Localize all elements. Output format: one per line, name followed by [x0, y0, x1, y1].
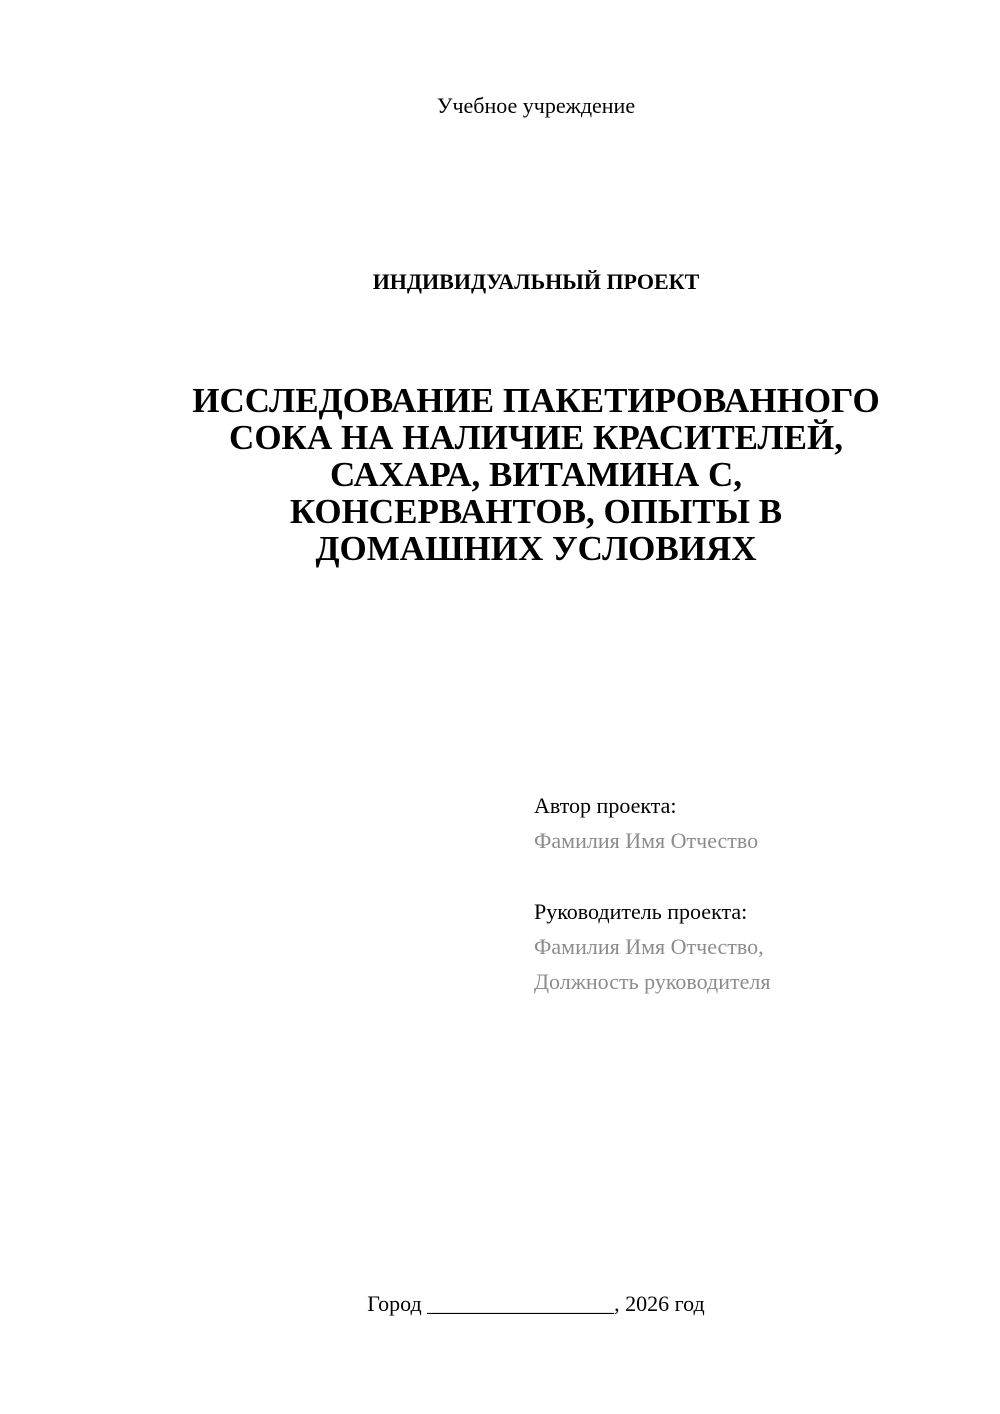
info-spacer	[534, 858, 974, 894]
supervisor-name: Фамилия Имя Отчество,	[534, 934, 764, 959]
project-title-line: ИССЛЕДОВАНИЕ ПАКЕТИРОВАННОГО	[192, 381, 880, 420]
supervisor-position: Должность руководителя	[534, 969, 771, 994]
project-info-block	[534, 788, 974, 999]
institution-name: Учебное учреждение	[436, 93, 636, 118]
author-name: Фамилия Имя Отчество	[534, 828, 759, 853]
project-title-line: ДОМАШНИХ УСЛОВИЯХ	[315, 529, 757, 568]
project-title-line: КОНСЕРВАНТОВ, ОПЫТЫ В	[289, 492, 783, 531]
city-year-footer: Город _________________, 2026 год	[367, 1291, 705, 1316]
supervisor-label: Руководитель проекта:	[534, 899, 748, 924]
project-title	[160, 382, 912, 567]
author-label: Автор проекта:	[534, 793, 677, 818]
project-type-heading: ИНДИВИДУАЛЬНЫЙ ПРОЕКТ	[372, 269, 700, 294]
project-title-line: СОКА НА НАЛИЧИЕ КРАСИТЕЛЕЙ,	[229, 418, 843, 457]
project-title-line: САХАРА, ВИТАМИНА С,	[329, 455, 743, 494]
